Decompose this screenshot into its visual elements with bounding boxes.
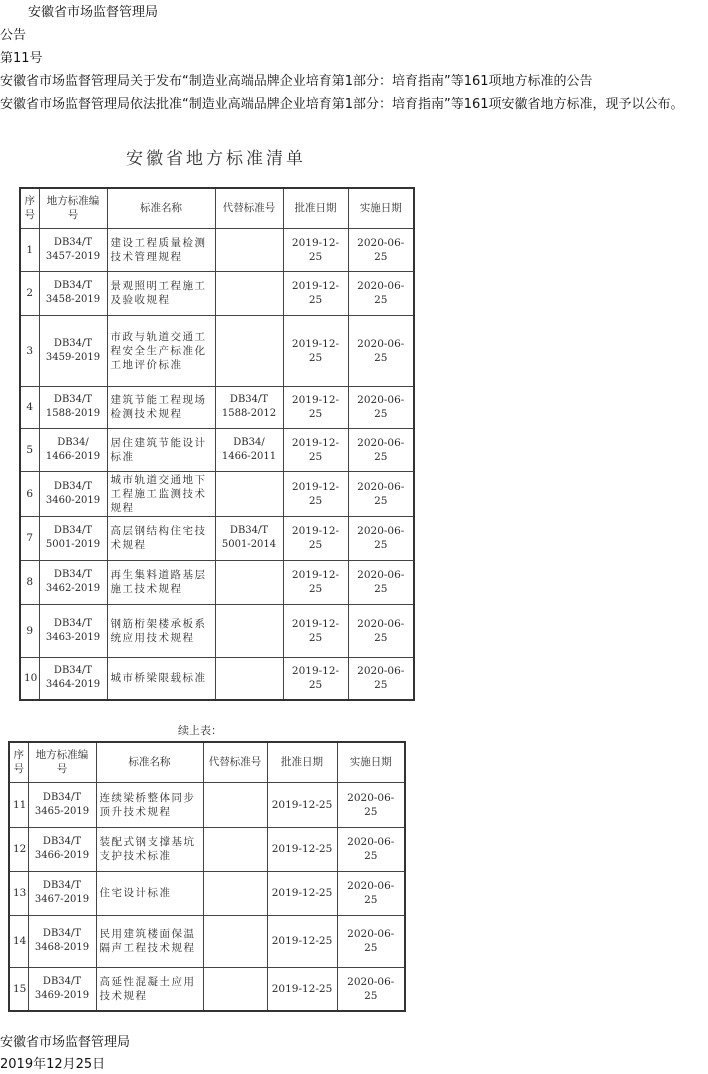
standard-name: 城市轨道交通地下工程施工监测技术规程: [107, 471, 215, 516]
effective-date: 2020-06-25: [337, 871, 405, 915]
table-row: [20, 228, 414, 271]
standard-code: DB34/T 3468-2019: [28, 915, 96, 967]
table-row: [9, 782, 405, 827]
row-number: 4: [20, 386, 39, 428]
row-number: 14: [9, 915, 28, 967]
approve-date: 2019-12-25: [283, 428, 348, 471]
effective-date: 2020-06-25: [348, 471, 414, 516]
row-number: 11: [9, 782, 28, 827]
replaces-code: [215, 315, 283, 386]
effective-date: 2020-06-25: [337, 915, 405, 967]
approve-date: 2019-12-25: [283, 471, 348, 516]
approve-date: 2019-12-25: [267, 915, 337, 967]
col-header-effective-date: 实施日期: [348, 188, 414, 228]
approve-date: 2019-12-25: [283, 228, 348, 271]
col-header-replaces: 代替标准号: [215, 188, 283, 228]
table-row: [9, 871, 405, 915]
replaces-code: [203, 782, 267, 827]
standards-table-part1: [19, 187, 415, 701]
effective-date: 2020-06-25: [348, 657, 414, 700]
replaces-code: [215, 604, 283, 657]
table-row: [20, 471, 414, 516]
row-number: 6: [20, 471, 39, 516]
approve-date: 2019-12-25: [283, 271, 348, 315]
effective-date: 2020-06-25: [348, 428, 414, 471]
replaces-code: DB34/T 1588-2012: [215, 386, 283, 428]
col-header-name: 标准名称: [107, 188, 215, 228]
table-row: [9, 827, 405, 871]
doc-number: 第11号: [0, 51, 43, 66]
table-row: [20, 604, 414, 657]
approve-date: 2019-12-25: [283, 657, 348, 700]
standard-code: DB34/T 3464-2019: [39, 657, 107, 700]
standard-name: 景观照明工程施工及验收规程: [107, 271, 215, 315]
standard-name: 城市桥梁限载标准: [107, 657, 215, 700]
row-number: 10: [20, 657, 39, 700]
replaces-code: [215, 657, 283, 700]
col-header-code: 地方标准编号: [39, 188, 107, 228]
standard-name: 市政与轨道交通工程安全生产标准化工地评价标准: [107, 315, 215, 386]
effective-date: 2020-06-25: [337, 782, 405, 827]
standard-code: DB34/T 3467-2019: [28, 871, 96, 915]
approve-date: 2019-12-25: [283, 560, 348, 604]
col-header-approve-date: 批准日期: [283, 188, 348, 228]
replaces-code: [215, 271, 283, 315]
replaces-code: [215, 560, 283, 604]
standards-table-part2: [8, 741, 406, 1012]
continued-label: 续上表：: [178, 724, 222, 737]
row-number: 13: [9, 871, 28, 915]
col-header-approve-date: 批准日期: [267, 742, 337, 782]
standard-name: 建设工程质量检测技术管理规程: [107, 228, 215, 271]
standard-name: 连续梁桥整体同步顶升技术规程: [96, 782, 203, 827]
table-row: [20, 315, 414, 386]
standard-name: 高延性混凝土应用技术规程: [96, 967, 203, 1011]
effective-date: 2020-06-25: [348, 560, 414, 604]
standard-name: 建筑节能工程现场检测技术规程: [107, 386, 215, 428]
standard-code: DB34/T 1588-2019: [39, 386, 107, 428]
approve-date: 2019-12-25: [267, 967, 337, 1011]
effective-date: 2020-06-25: [348, 516, 414, 560]
table-row: [20, 657, 414, 700]
row-number: 3: [20, 315, 39, 386]
row-number: 8: [20, 560, 39, 604]
approve-date: 2019-12-25: [283, 315, 348, 386]
row-number: 5: [20, 428, 39, 471]
col-header-code: 地方标准编号: [28, 742, 96, 782]
replaces-code: [203, 871, 267, 915]
table-row: [20, 560, 414, 604]
table-title: 安徽省地方标准清单: [126, 149, 306, 169]
standard-code: DB34/ 1466-2019: [39, 428, 107, 471]
approve-date: 2019-12-25: [283, 516, 348, 560]
effective-date: 2020-06-25: [348, 315, 414, 386]
row-number: 12: [9, 827, 28, 871]
table-row: [20, 271, 414, 315]
replaces-code: DB34/T 5001-2014: [215, 516, 283, 560]
standard-code: DB34/T 3462-2019: [39, 560, 107, 604]
table-row: [20, 428, 414, 471]
standard-code: DB34/T 3458-2019: [39, 271, 107, 315]
standard-code: DB34/T 3459-2019: [39, 315, 107, 386]
standard-code: DB34/T 3465-2019: [28, 782, 96, 827]
footer-agency: 安徽省市场监督管理局: [0, 1035, 131, 1050]
standard-name: 装配式钢支撑基坑支护技术标准: [96, 827, 203, 871]
table-row: [9, 915, 405, 967]
replaces-code: [203, 827, 267, 871]
approve-date: 2019-12-25: [283, 386, 348, 428]
effective-date: 2020-06-25: [337, 967, 405, 1011]
standard-code: DB34/T 3457-2019: [39, 228, 107, 271]
standard-name: 民用建筑楼面保温隔声工程技术规程: [96, 915, 203, 967]
row-number: 1: [20, 228, 39, 271]
table-header-row: [20, 188, 414, 228]
table-header-row: [9, 742, 405, 782]
effective-date: 2020-06-25: [348, 386, 414, 428]
col-header-no: 序号: [20, 188, 39, 228]
col-header-effective-date: 实施日期: [337, 742, 405, 782]
notice-title: 安徽省市场监督管理局关于发布“制造业高端品牌企业培育第1部分：培育指南”等161项地方标准的公告: [0, 74, 593, 89]
table-row: [9, 967, 405, 1011]
header-agency: 安徽省市场监督管理局: [28, 5, 159, 20]
replaces-code: [215, 228, 283, 271]
row-number: 7: [20, 516, 39, 560]
effective-date: 2020-06-25: [337, 827, 405, 871]
standard-code: DB34/T 5001-2019: [39, 516, 107, 560]
effective-date: 2020-06-25: [348, 604, 414, 657]
row-number: 2: [20, 271, 39, 315]
standard-name: 住宅设计标准: [96, 871, 203, 915]
approve-date: 2019-12-25: [267, 827, 337, 871]
row-number: 9: [20, 604, 39, 657]
doc-type: 公告: [0, 28, 27, 43]
col-header-no: 序号: [9, 742, 28, 782]
standard-code: DB34/T 3469-2019: [28, 967, 96, 1011]
standard-name: 再生集料道路基层施工技术规程: [107, 560, 215, 604]
effective-date: 2020-06-25: [348, 271, 414, 315]
row-number: 15: [9, 967, 28, 1011]
approve-date: 2019-12-25: [267, 782, 337, 827]
footer-date: 2019年12月25日: [0, 1057, 106, 1072]
standard-code: DB34/T 3460-2019: [39, 471, 107, 516]
standard-name: 居住建筑节能设计标准: [107, 428, 215, 471]
table-row: [20, 386, 414, 428]
col-header-replaces: 代替标准号: [203, 742, 267, 782]
replaces-code: DB34/ 1466-2011: [215, 428, 283, 471]
replaces-code: [203, 967, 267, 1011]
effective-date: 2020-06-25: [348, 228, 414, 271]
replaces-code: [203, 915, 267, 967]
notice-body: 安徽省市场监督管理局依法批准“制造业高端品牌企业培育第1部分：培育指南”等161项安徽省地方标准，现予以公布。: [0, 97, 684, 112]
replaces-code: [215, 471, 283, 516]
table-row: [20, 516, 414, 560]
standard-code: DB34/T 3463-2019: [39, 604, 107, 657]
standard-code: DB34/T 3466-2019: [28, 827, 96, 871]
approve-date: 2019-12-25: [283, 604, 348, 657]
approve-date: 2019-12-25: [267, 871, 337, 915]
col-header-name: 标准名称: [96, 742, 203, 782]
standard-name: 钢筋桁架楼承板系统应用技术规程: [107, 604, 215, 657]
standard-name: 高层钢结构住宅技术规程: [107, 516, 215, 560]
